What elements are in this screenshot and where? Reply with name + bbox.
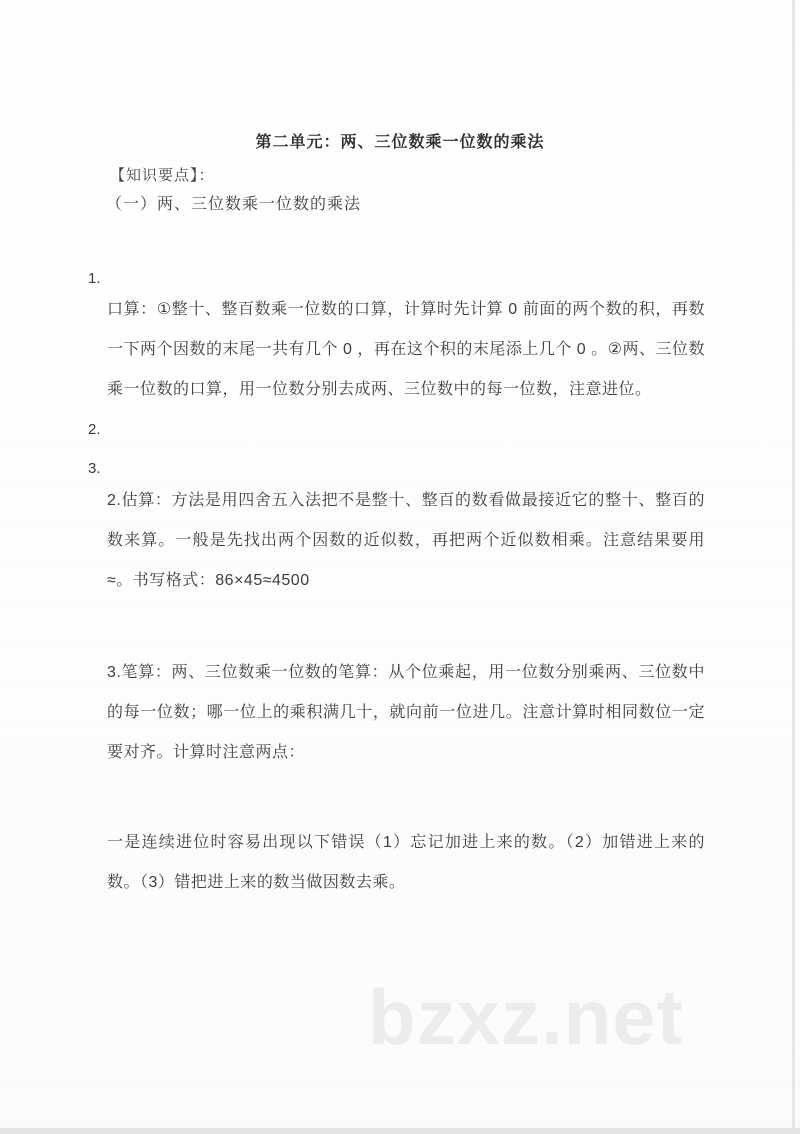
- paragraph-estimation: 2.估算：方法是用四舍五入法把不是整十、整百的数看做最接近它的整十、整百的数来算。一般是先找出两个因数的近似数，再把两个近似数相乘。注意结果要用≈。书写格式：86×45≈4500: [107, 492, 705, 589]
- page-edge-bottom: [0, 1128, 800, 1134]
- list-marker-1: 1.: [88, 270, 101, 287]
- watermark: bzxz.net: [368, 973, 684, 1061]
- subsection-heading: （一）两、三位数乘一位数的乘法: [106, 196, 362, 213]
- list-marker-3: 3.: [88, 460, 101, 477]
- paragraph-common-errors: 一是连续进位时容易出现以下错误（1）忘记加进上来的数。（2）加错进上来的数。（3）错把进上来的数当做因数去乘。: [107, 834, 705, 891]
- unit-title: 第二单元：两、三位数乘一位数的乘法: [255, 134, 545, 151]
- paragraph-written-calculation: 3.笔算：两、三位数乘一位数的笔算：从个位乘起，用一位数分别乘两、三位数中的每一位数；哪一位上的乘积满几十，就向前一位进几。注意计算时相同数位一定要对齐。计算时注意两点：: [107, 664, 705, 761]
- page-edge-right: [792, 0, 795, 1134]
- list-marker-2: 2.: [88, 421, 101, 438]
- paragraph-oral-calculation: 口算：①整十、整百数乘一位数的口算，计算时先计算 0 前面的两个数的积，再数一下两个因数的末尾一共有几个 0 ，再在这个积的末尾添上几个 0 。②两、三位数乘一位数的口算，用一位数分别去成两、三位数中的每一位数，注意进位。: [107, 301, 705, 398]
- knowledge-points-heading: 【知识要点】：: [110, 166, 215, 184]
